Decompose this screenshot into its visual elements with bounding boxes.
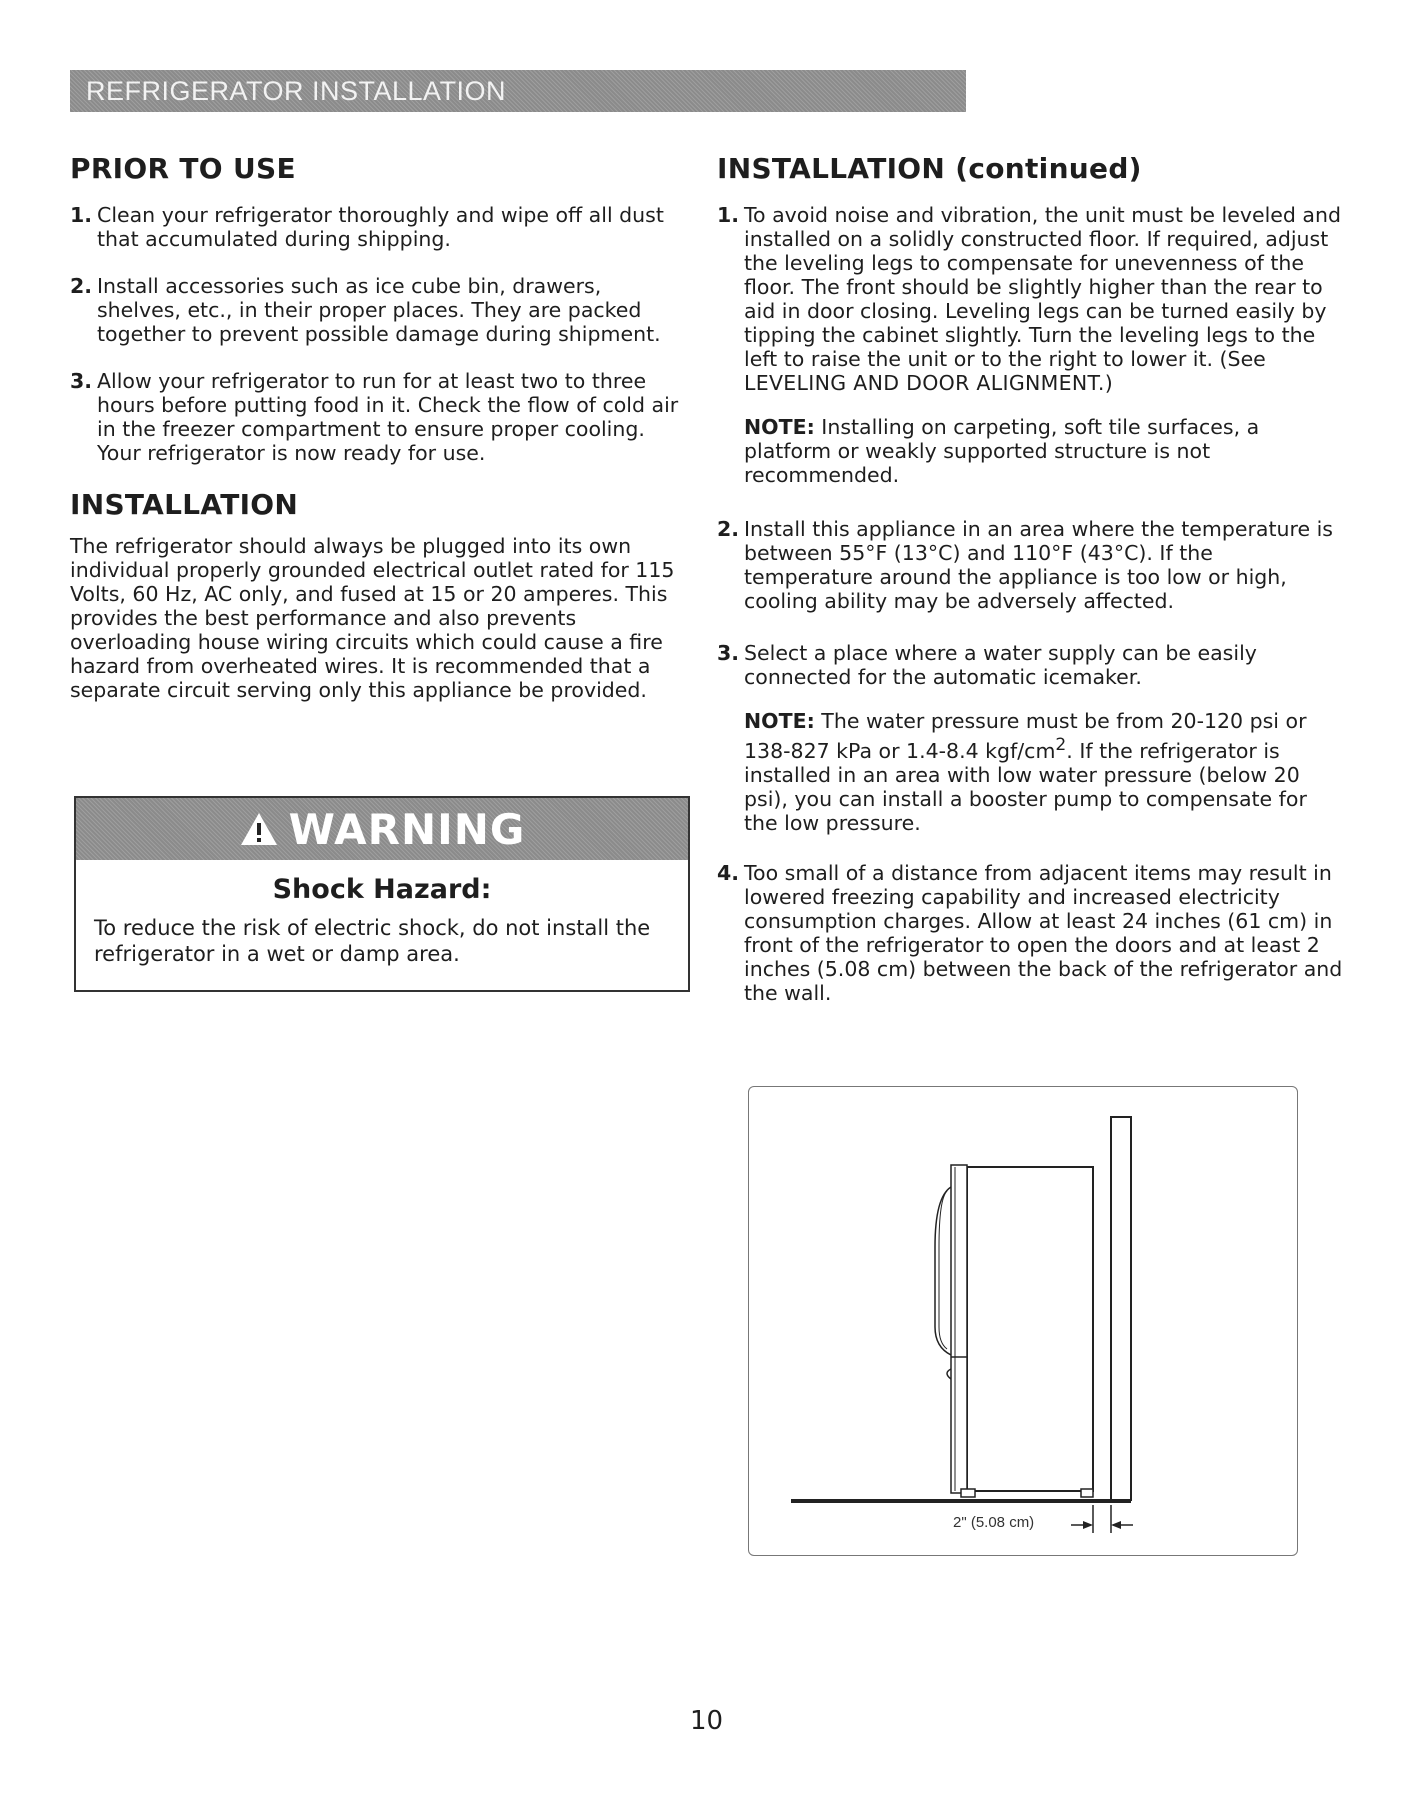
note-text: Installing on carpeting, soft tile surfaces, a platform or weakly supported structure is not recommended.: [744, 415, 1260, 487]
page-number: 10: [690, 1706, 724, 1736]
banner-title: REFRIGERATOR INSTALLATION: [86, 76, 507, 106]
refrigerator-side-view-illustration: [749, 1087, 1299, 1557]
list-text: Install accessories such as ice cube bin, drawers, shelves, etc., in their proper places. They are packed together to prevent possible damage during shipment.: [97, 274, 661, 346]
warning-header: [76, 798, 688, 860]
note-superscript: 2: [1055, 735, 1067, 755]
warning-triangle-icon: [239, 811, 279, 847]
section-banner: [70, 70, 966, 112]
wall-shape: [1111, 1117, 1131, 1500]
dimension-label: 2" (5.08 cm): [953, 1514, 1035, 1531]
list-number: 3.: [70, 369, 93, 393]
warning-box: [74, 796, 690, 992]
list-text: Select a place where a water supply can be easily connected for the automatic icemaker.: [744, 641, 1257, 689]
list-text: Install this appliance in an area where the temperature is between 55°F (13°C) and 110°F (43°C). If the temperature around the appliance is too low or high, cooling ability may be adversely affected.: [744, 517, 1333, 613]
door-handle: [935, 1187, 951, 1355]
note: [744, 415, 1343, 487]
heading-suffix: (continued): [955, 152, 1142, 185]
list-item: [70, 274, 682, 346]
front-foot: [961, 1489, 975, 1497]
rear-foot: [1081, 1489, 1093, 1497]
list-number: 1.: [717, 203, 740, 227]
list-item: [70, 203, 682, 251]
refrigerator-door: [951, 1165, 967, 1493]
list-text-end: ): [1104, 371, 1113, 395]
clearance-diagram: [748, 1086, 1298, 1556]
note-text: The water pressure must be from 20-120 psi or 138-827 kPa or 1.4-8.4 kgf/cm: [744, 709, 1307, 763]
list-text: To avoid noise and vibration, the unit must be leveled and installed on a solidly constructed floor. If required, adjust the leveling legs to compensate for unevenness of the floor. The front should be slightly higher than the rear to aid in door closing. Leveling legs can be turned easily by tipping the cabinet slightly. Turn the leveling legs to the left to raise the unit or to the right to lower it. (See: [744, 203, 1342, 371]
note: [744, 709, 1343, 835]
arrowhead-left-icon: [1083, 1521, 1093, 1529]
refrigerator-cabinet: [967, 1167, 1093, 1491]
list-item: [717, 203, 1343, 487]
installation-body: The refrigerator should always be plugged into its own individual properly grounded electrical outlet rated for 115 Volts, 60 Hz, AC only, and fused at 15 or 20 amperes. This provides the best performance and also prevents overloading house wiring circuits which could cause a fire hazard from overheated wires. It is recommended that a separate circuit serving only this appliance be provided.: [70, 534, 675, 702]
right-column: [717, 152, 1343, 1028]
list-text: Allow your refrigerator to run for at least two to three hours before putting food in it. Check the flow of cold air in the freezer compartment to ensure proper cooling. Your refrigerator is now ready for use.: [97, 369, 679, 465]
list-number: 1.: [70, 203, 93, 227]
list-text: Clean your refrigerator thoroughly and wipe off all dust that accumulated during shipping.: [97, 203, 664, 251]
note-label: NOTE:: [744, 415, 815, 439]
list-item: [70, 369, 682, 465]
list-text: Too small of a distance from adjacent items may result in lowered freezing capability and increased electricity consumption charges. Allow at least 24 inches (61 cm) in front of the refrigerator to open the doors and at least 2 inches (5.08 cm) between the back of the refrigerator and the wall.: [744, 860, 1343, 1005]
list-item: [717, 641, 1343, 835]
heading-main: INSTALLATION: [717, 152, 946, 185]
warning-title: WARNING: [288, 804, 526, 854]
cross-reference: LEVELING AND DOOR ALIGNMENT.: [744, 371, 1105, 395]
list-number: 3.: [717, 641, 740, 665]
list-number: 2.: [70, 274, 93, 298]
left-column: [70, 152, 682, 702]
prior-to-use-heading: PRIOR TO USE: [70, 152, 296, 185]
installation-heading: INSTALLATION: [70, 488, 299, 521]
note-label: NOTE:: [744, 709, 815, 733]
warning-text: To reduce the risk of electric shock, do not install the refrigerator in a wet or damp area.: [94, 916, 651, 966]
list-number: 4.: [717, 860, 740, 885]
arrowhead-right-icon: [1111, 1521, 1121, 1529]
note-text-end: . If the refrigerator is installed in an area with low water pressure (below 20 psi), you can install a booster pump to compensate for the low pressure.: [744, 738, 1307, 835]
installation-continued-heading: [717, 152, 1343, 185]
installation-list: [717, 203, 1343, 1005]
prior-to-use-list: [70, 203, 682, 465]
door-handle-inner: [939, 1191, 947, 1349]
list-number: 2.: [717, 517, 740, 541]
list-item: [717, 517, 1343, 613]
warning-subtitle: Shock Hazard:: [272, 874, 492, 905]
list-item: [717, 861, 1343, 1005]
